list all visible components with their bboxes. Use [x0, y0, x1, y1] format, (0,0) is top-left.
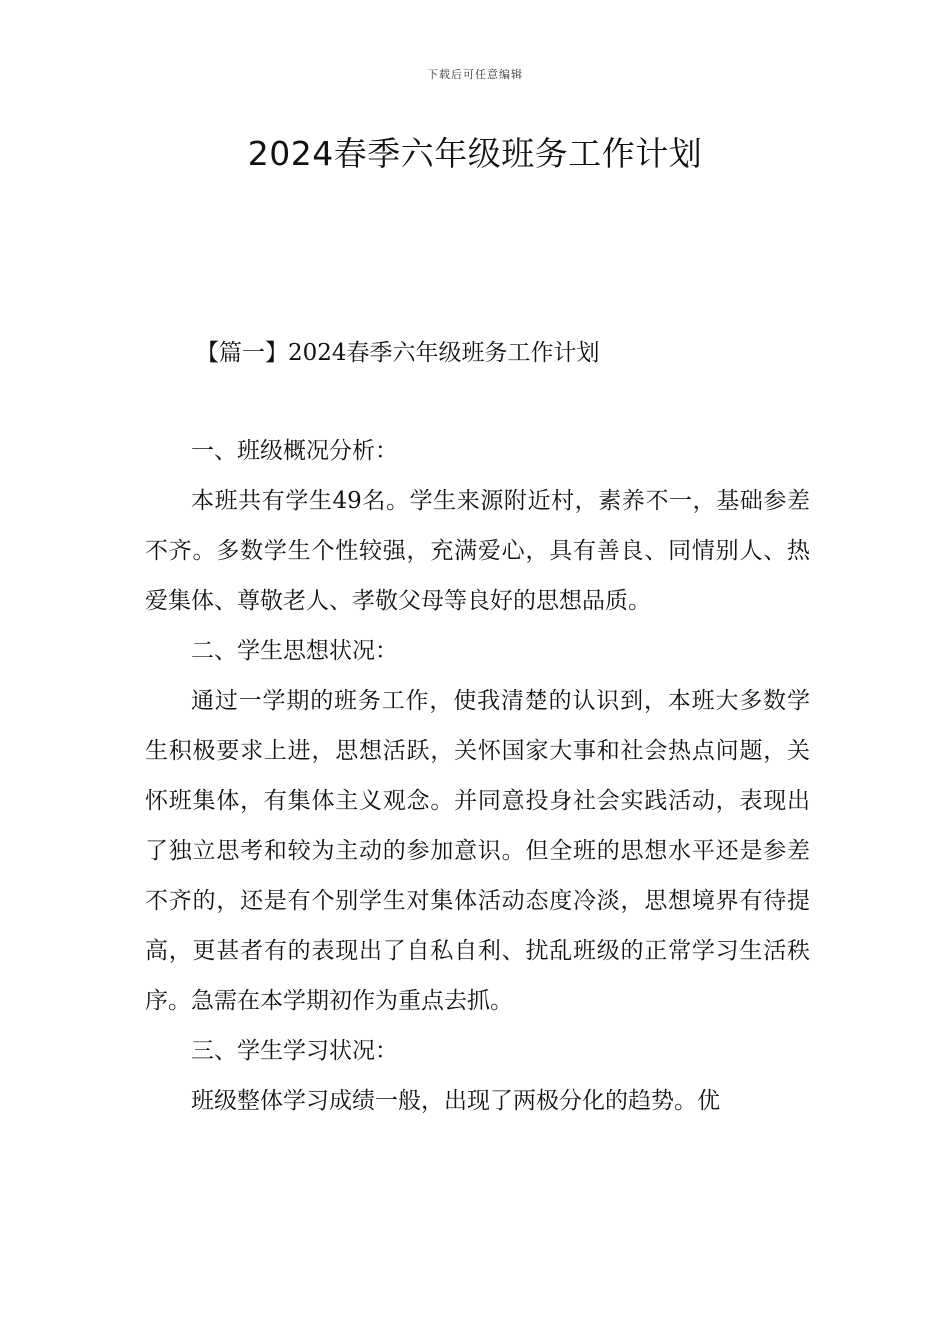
paragraph-student-thinking: 通过一学期的班务工作，使我清楚的认识到，本班大多数学生积极要求上进，思想活跃，关怀国家大事和社会热点问题，关怀班集体，有集体主义观念。并同意投身社会实践活动，表现出了独立思考和较为主动的参加意识。但全班的思想水平还是参差不齐的，还是有个别学生对集体活动态度冷淡，思想境界有待提高，更甚者有的表现出了自私自利、扰乱班级的正常学习生活秩序。急需在本学期初作为重点去抓。 — [145, 688, 810, 1014]
document-title: 2024春季六年级班务工作计划 — [247, 134, 703, 173]
subheading-class-overview: 一、班级概况分析： — [191, 438, 398, 464]
header-note: 下载后可任意编辑 — [427, 68, 523, 81]
subheading-student-learning: 三、学生学习状况： — [191, 1038, 398, 1064]
subheading-student-thinking: 二、学生思想状况： — [191, 638, 398, 664]
paragraph-student-learning: 班级整体学习成绩一般，出现了两极分化的趋势。优 — [191, 1088, 720, 1114]
document-body — [145, 426, 810, 1126]
paragraph-class-overview: 本班共有学生49名。学生来源附近村，素养不一，基础参差不齐。多数学生个性较强，充满爱心，具有善良、同情别人、热爱集体、尊敬老人、孝敬父母等良好的思想品质。 — [145, 488, 810, 614]
section-heading: 【篇一】2024春季六年级班务工作计划 — [196, 340, 600, 366]
